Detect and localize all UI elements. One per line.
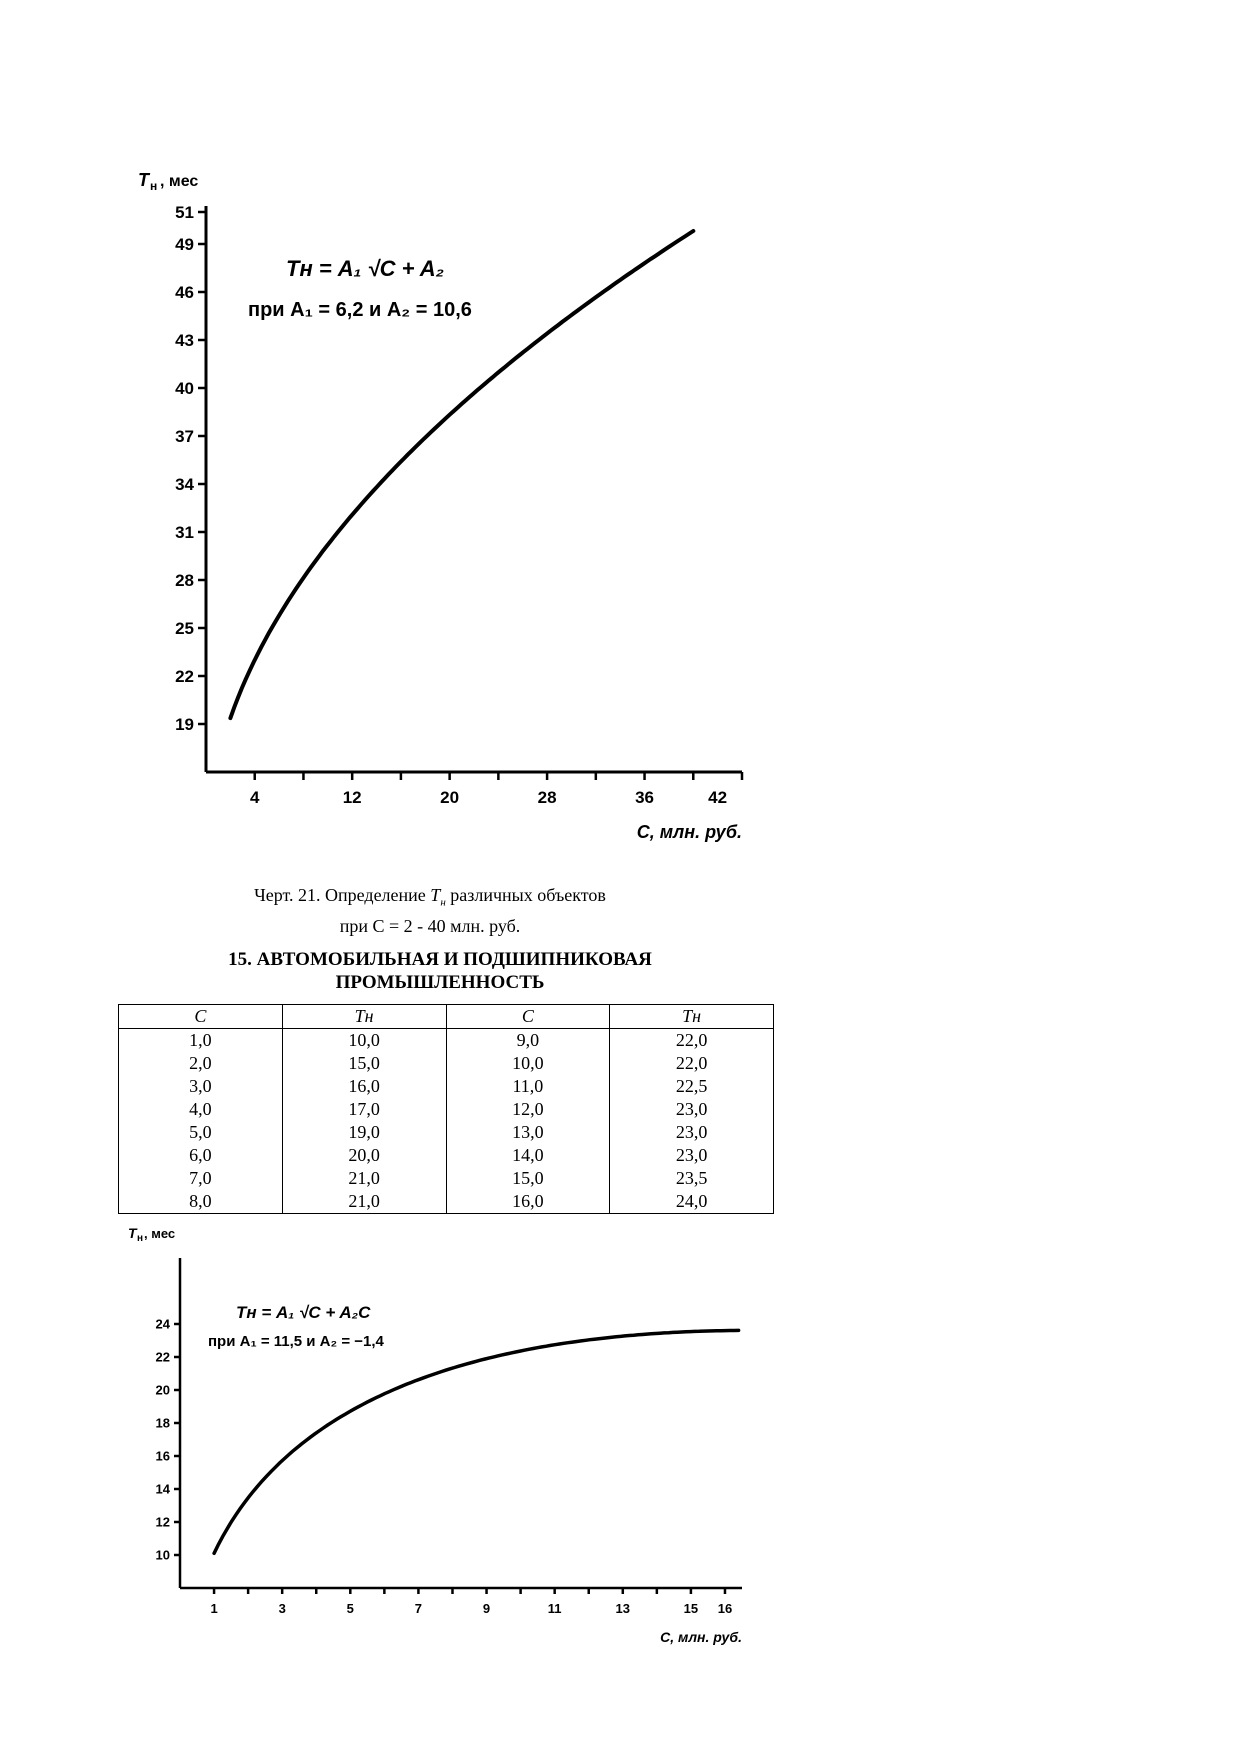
x-tick-label: 28 <box>537 788 557 807</box>
caption-subscript: н <box>440 896 446 909</box>
table-cell: 23,0 <box>610 1121 774 1144</box>
table-cell: 14,0 <box>446 1144 610 1167</box>
y-tick-label: 34 <box>175 474 194 494</box>
x-tick-label: 11 <box>547 1601 562 1616</box>
x-tick-label: 16 <box>717 1601 733 1616</box>
table-cell: 15,0 <box>282 1052 446 1075</box>
caption-variable: T <box>430 885 441 905</box>
table-cell: 8,0 <box>119 1190 283 1214</box>
section-title-line-2: ПРОМЫШЛЕННОСТЬ <box>335 972 545 993</box>
chart-1-ylabel-main: T <box>138 170 149 190</box>
table-cell: 5,0 <box>119 1121 283 1144</box>
y-tick-label: 25 <box>175 618 194 638</box>
x-tick-label: 1 <box>210 1601 218 1616</box>
caption-text-1: Черт. 21. Определение <box>254 885 431 905</box>
table-cell: 11,0 <box>446 1075 610 1098</box>
table-header: C <box>446 1005 610 1029</box>
x-tick-label: 3 <box>278 1601 286 1616</box>
y-tick-label: 37 <box>175 426 194 446</box>
chart-1-ylabel-sub: н <box>150 179 158 193</box>
x-tick-label: 5 <box>346 1601 354 1616</box>
table-header: C <box>119 1005 283 1029</box>
chart-1-formula-params: при A₁ = 6,2 и A₂ = 10,6 <box>248 299 472 321</box>
caption-text-2: различных объектов <box>445 885 606 905</box>
table-header: Tн <box>610 1005 774 1029</box>
y-tick-label: 40 <box>175 378 194 398</box>
table-cell: 3,0 <box>119 1075 283 1098</box>
chart-2-xlabel: С, млн. руб. <box>660 1629 742 1645</box>
x-tick-label: 12 <box>342 788 362 807</box>
table-cell: 12,0 <box>446 1098 610 1121</box>
table-cell: 10,0 <box>282 1029 446 1053</box>
section-title-line-1: 15. АВТОМОБИЛЬНАЯ И ПОДШИПНИКОВАЯ <box>228 949 652 970</box>
table-cell: 24,0 <box>610 1190 774 1214</box>
y-tick-label: 16 <box>155 1448 170 1464</box>
y-tick-label: 18 <box>155 1415 170 1431</box>
table-cell: 7,0 <box>119 1167 283 1190</box>
table-cell: 22,5 <box>610 1075 774 1098</box>
y-tick-label: 14 <box>155 1481 170 1497</box>
y-tick-label: 19 <box>175 714 194 734</box>
y-tick-label: 49 <box>175 234 194 254</box>
y-tick-label: 12 <box>155 1514 170 1530</box>
table-cell: 16,0 <box>446 1190 610 1214</box>
table-cell: 2,0 <box>119 1052 283 1075</box>
x-tick-label: 20 <box>440 788 460 807</box>
x-tick-label: 42 <box>708 788 728 807</box>
y-tick-label: 24 <box>155 1316 170 1332</box>
chart-2-formula-params: при A₁ = 11,5 и A₂ = −1,4 <box>208 1333 384 1350</box>
x-tick-label: 9 <box>482 1601 491 1616</box>
chart-2-x-ticks <box>210 1588 732 1616</box>
y-tick-label: 20 <box>155 1382 170 1398</box>
x-tick-label: 7 <box>414 1601 423 1616</box>
y-tick-label: 10 <box>155 1547 170 1563</box>
table-cell: 16,0 <box>282 1075 446 1098</box>
y-tick-label: 46 <box>175 282 194 302</box>
table-cell: 6,0 <box>119 1144 283 1167</box>
chart-2-ylabel-rest: , мес <box>144 1226 176 1241</box>
table-cell: 13,0 <box>446 1121 610 1144</box>
table-cell: 9,0 <box>446 1029 610 1053</box>
table-cell: 23,0 <box>610 1098 774 1121</box>
x-tick-label: 15 <box>683 1601 699 1616</box>
caption-line-2: при С = 2 - 40 млн. руб. <box>339 915 521 936</box>
table-cell: 17,0 <box>282 1098 446 1121</box>
chart-2-series-line <box>214 1330 739 1553</box>
y-tick-label: 22 <box>155 1349 170 1365</box>
table-cell: 22,0 <box>610 1052 774 1075</box>
x-tick-label: 36 <box>635 788 655 807</box>
table-cell: 20,0 <box>282 1144 446 1167</box>
x-tick-label: 13 <box>615 1601 631 1616</box>
table-cell: 23,0 <box>610 1144 774 1167</box>
table-cell: 1,0 <box>119 1029 283 1053</box>
table-cell: 22,0 <box>610 1029 774 1053</box>
y-tick-label: 31 <box>175 522 194 542</box>
table-cell: 4,0 <box>119 1098 283 1121</box>
table-cell: 10,0 <box>446 1052 610 1075</box>
y-tick-label: 43 <box>175 330 194 350</box>
table-cell: 21,0 <box>282 1167 446 1190</box>
chart-1-xlabel: С, млн. руб. <box>636 822 742 842</box>
x-tick-label: 4 <box>249 788 260 807</box>
chart-2-ylabel-main: T <box>128 1225 137 1241</box>
chart-2-y-ticks <box>156 1317 180 1563</box>
chart-2-ylabel-sub: н <box>137 1233 144 1244</box>
table-cell: 23,5 <box>610 1167 774 1190</box>
y-tick-label: 28 <box>175 570 194 590</box>
chart-2-ylabel <box>128 1225 175 1244</box>
y-tick-label: 22 <box>175 666 194 686</box>
table-cell: 15,0 <box>446 1167 610 1190</box>
chart-1-formula: Tн = A₁ √C + A₂ <box>286 256 445 281</box>
table-cell: 21,0 <box>282 1190 446 1214</box>
y-tick-label: 51 <box>175 202 194 222</box>
chart-2-formula: Tн = A₁ √C + A₂C <box>236 1303 371 1322</box>
table-cell: 19,0 <box>282 1121 446 1144</box>
chart-1-ylabel-rest: , мес <box>160 173 199 190</box>
table-header: Tн <box>282 1005 446 1029</box>
